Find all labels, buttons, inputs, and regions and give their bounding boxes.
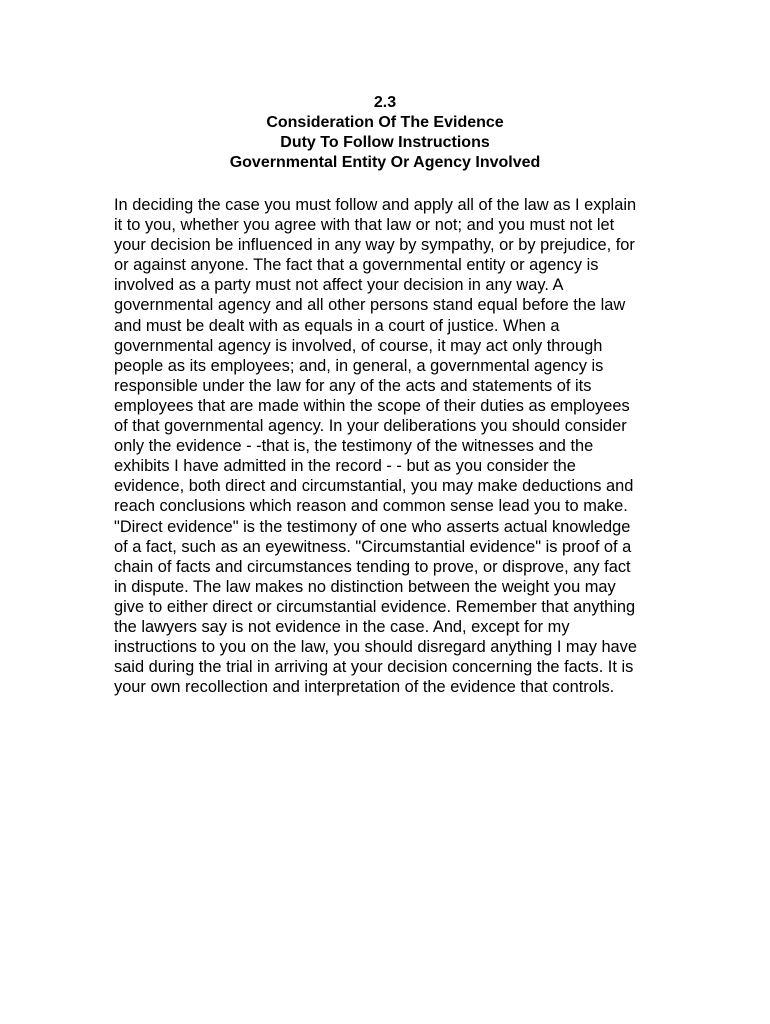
document-heading (0, 93, 770, 173)
paragraph-line: only the evidence - -that is, the testimony of the witnesses and the (114, 437, 594, 456)
paragraph-line: and must be dealt with as equals in a court of justice. When a (114, 316, 560, 335)
paragraph-line: or against anyone. The fact that a governmental entity or agency is (114, 256, 599, 275)
paragraph-line: reach conclusions which reason and common sense lead you to make. (114, 497, 628, 516)
section-subtitle: Duty To Follow Instructions (280, 134, 490, 151)
paragraph-line: the lawyers say is not evidence in the case. And, except for my (114, 617, 570, 636)
instruction-paragraph (114, 195, 674, 697)
paragraph-line: "Direct evidence" is the testimony of one who asserts actual knowledge (114, 517, 631, 536)
paragraph-line: exhibits I have admitted in the record - - but as you consider the (114, 457, 576, 476)
paragraph-line: governmental agency and all other persons stand equal before the law (114, 296, 626, 315)
paragraph-line: governmental agency is involved, of course, it may act only through (114, 336, 603, 355)
section-title: Consideration Of The Evidence (266, 114, 504, 131)
paragraph-line: in dispute. The law makes no distinction between the weight you may (114, 577, 616, 596)
section-subtitle-2: Governmental Entity Or Agency Involved (229, 154, 541, 171)
paragraph-line: of that governmental agency. In your deliberations you should consider (114, 417, 627, 436)
paragraph-line: evidence, both direct and circumstantial, you may make deductions and (114, 477, 634, 496)
paragraph-line: chain of facts and circumstances tending to prove, or disprove, any fact (114, 557, 631, 576)
paragraph-line: people as its employees; and, in general, a governmental agency is (114, 356, 604, 375)
paragraph-line: your own recollection and interpretation of the evidence that controls. (114, 678, 615, 697)
paragraph-line: employees that are made within the scope of their duties as employees (114, 396, 630, 415)
paragraph-line: said during the trial in arriving at your decision concerning the facts. It is (114, 658, 634, 677)
section-number: 2.3 (373, 94, 397, 111)
paragraph-line: give to either direct or circumstantial evidence. Remember that anything (114, 597, 636, 616)
paragraph-line: In deciding the case you must follow and apply all of the law as I explain (114, 196, 637, 214)
paragraph-line: involved as a party must not affect your decision in any way. A (114, 276, 564, 295)
paragraph-line: your decision be influenced in any way by sympathy, or by prejudice, for (114, 236, 635, 255)
paragraph-line: instructions to you on the law, you should disregard anything I may have (114, 638, 637, 657)
paragraph-line: it to you, whether you agree with that law or not; and you must not let (114, 216, 615, 235)
paragraph-line: of a fact, such as an eyewitness. "Circumstantial evidence" is proof of a (114, 537, 632, 556)
paragraph-line: responsible under the law for any of the acts and statements of its (114, 376, 592, 395)
